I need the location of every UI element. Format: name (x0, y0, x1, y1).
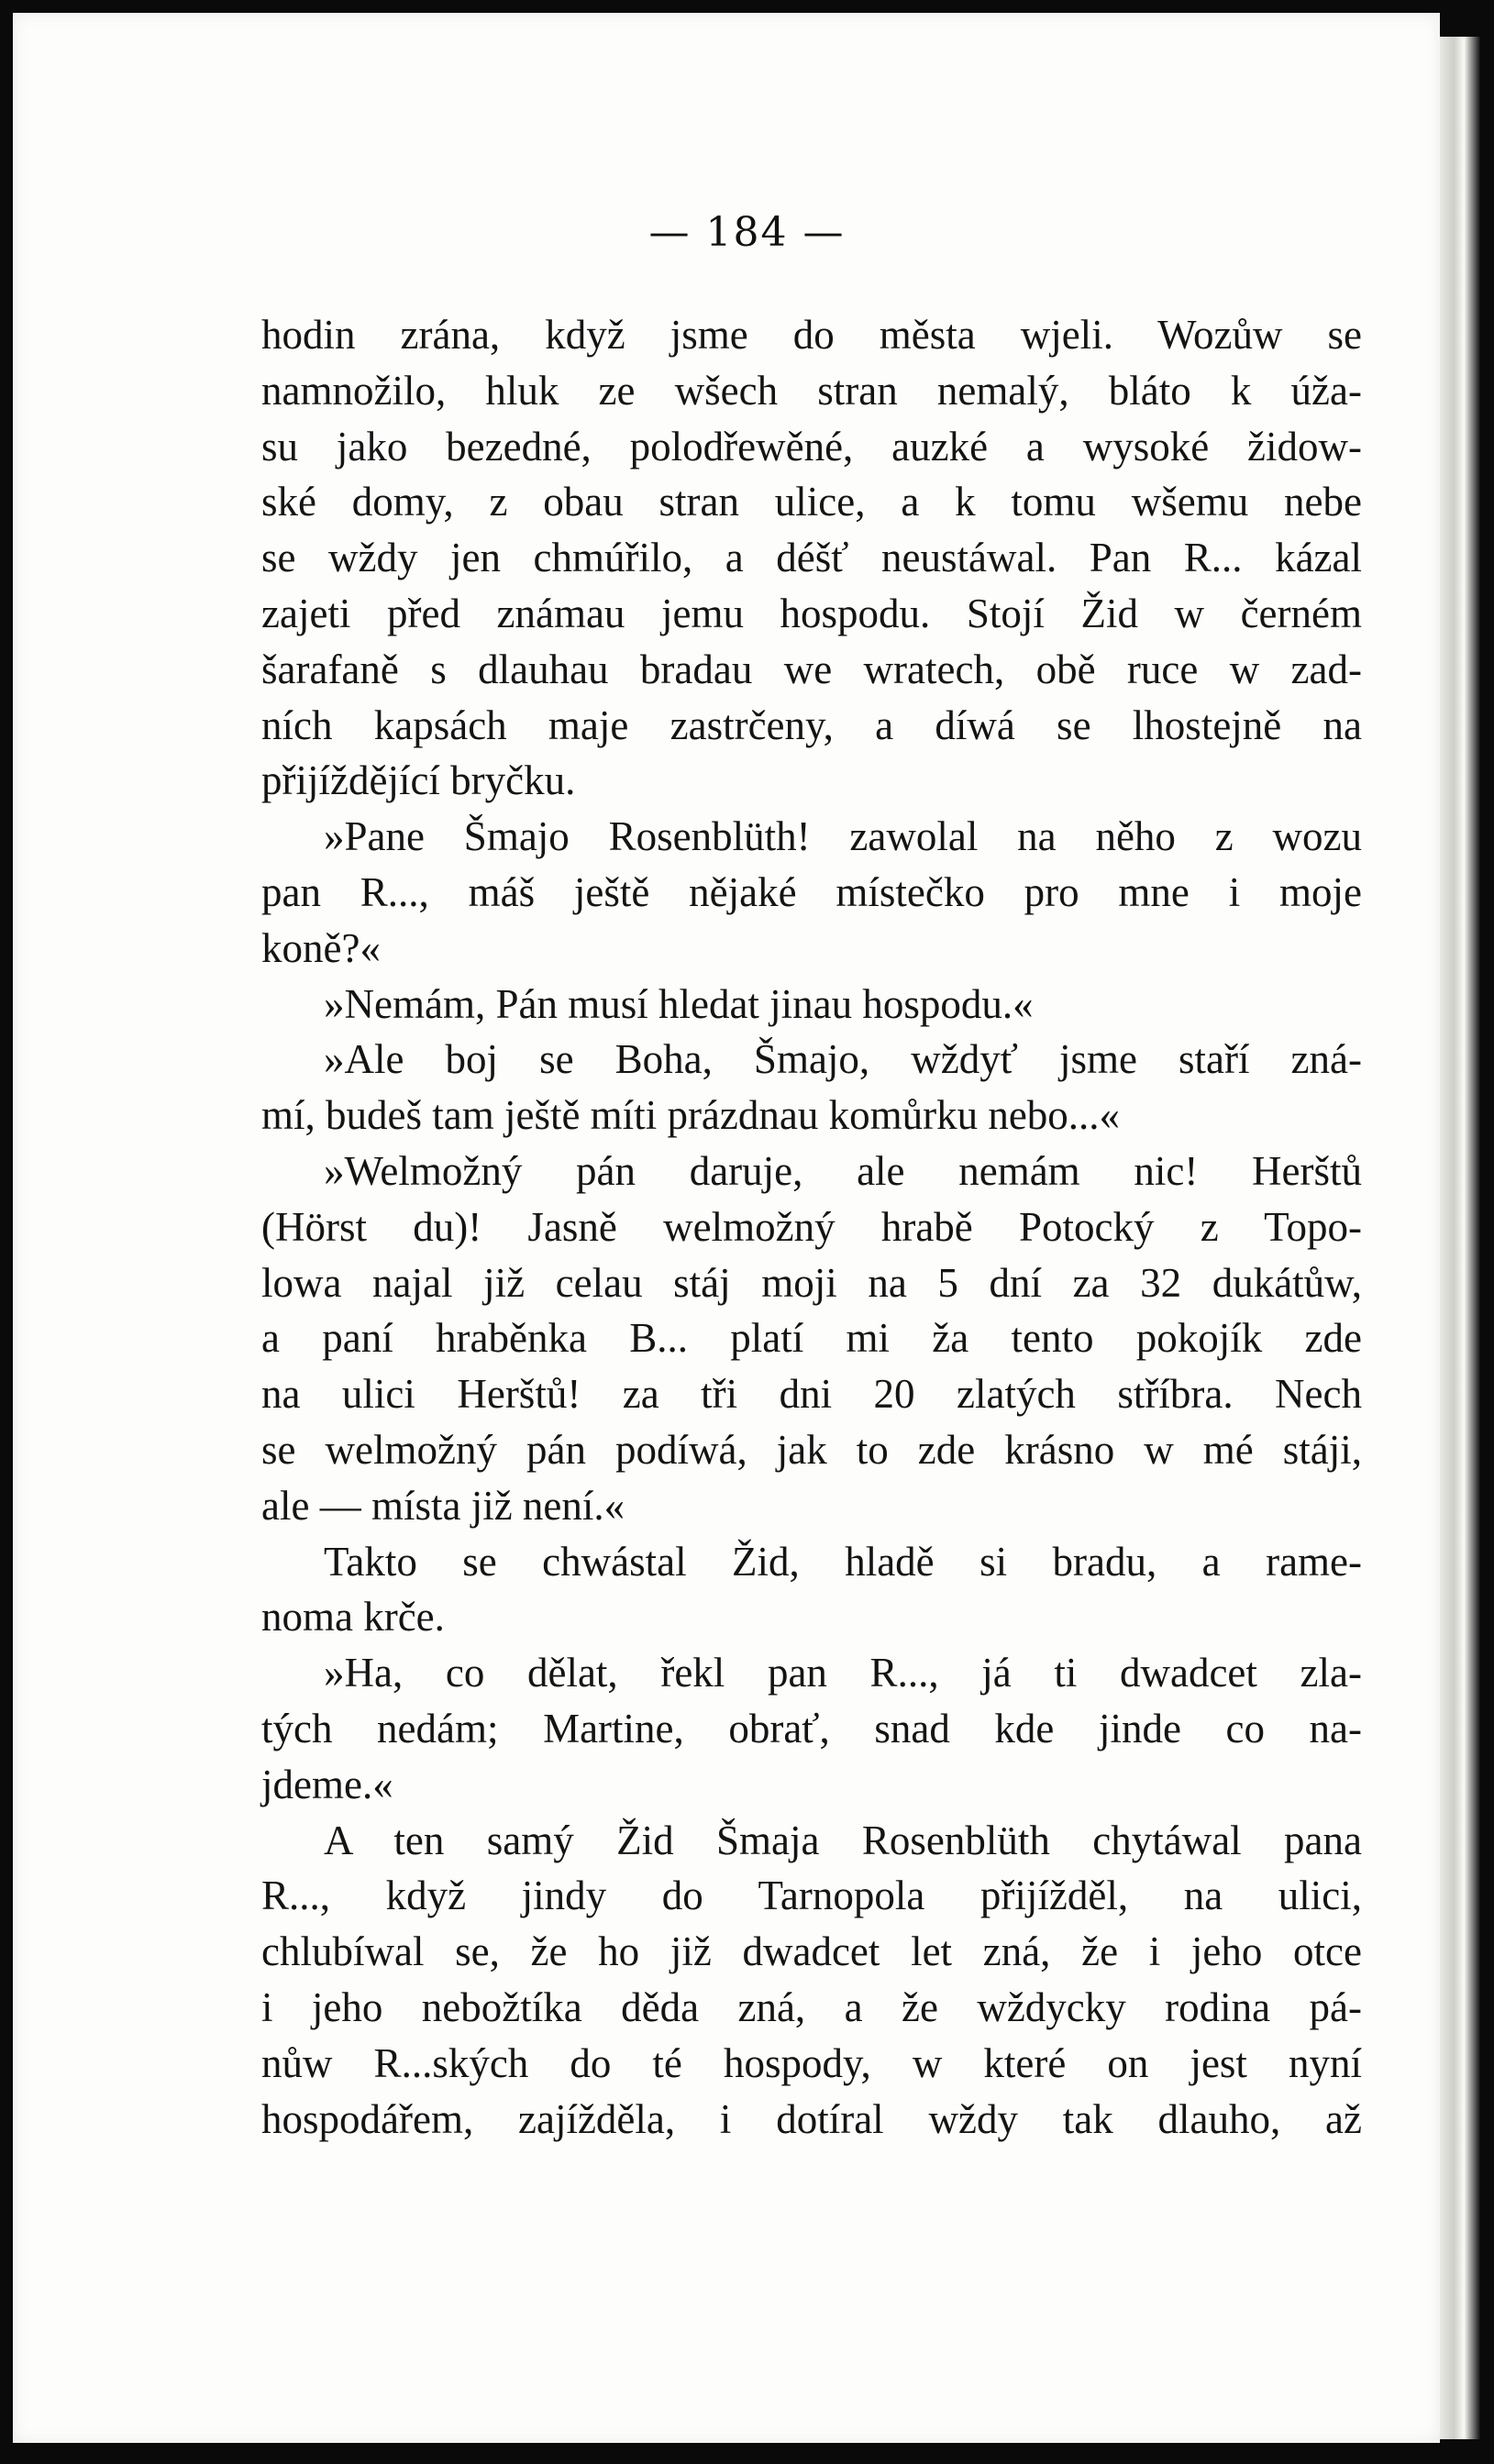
page-edge-shadow (1440, 37, 1480, 2439)
text-line: namnožilo, hluk ze wšech stran nemalý, bláto k úža- (261, 367, 1362, 414)
text-line: přijíždějící bryčku. (261, 757, 576, 804)
text-line: Takto se chwástal Žid, hladě si bradu, a rame- (324, 1538, 1362, 1585)
text-line: (Hörst du)! Jasně welmožný hrabě Potocký z Topo- (261, 1203, 1362, 1250)
text-line: »Nemám, Pán musí hledat jinau hospodu.« (324, 980, 1034, 1027)
text-line: i jeho nebožtíka děda zná, a že wždycky rodina pá- (261, 1983, 1362, 2030)
text-line: »Ha, co dělat, řekl pan R..., já ti dwadcet zla- (324, 1650, 1362, 1696)
text-line: pan R..., máš ještě nějaké místečko pro mne i moje (261, 868, 1362, 915)
page-number: — 184 — (648, 209, 846, 256)
text-line: A ten samý Žid Šmaja Rosenblüth chytáwal pana (324, 1817, 1362, 1863)
text-line: tých nedám; Martine, obrať, snad kde jinde co na- (261, 1705, 1362, 1751)
text-line: R..., když jindy do Tarnopola přijížděl, na ulici, (261, 1873, 1362, 1919)
text-line: zajeti před známau jemu hospodu. Stojí Žid w černém (261, 590, 1362, 636)
text-line: a paní hraběnka B... platí mi ža tento pokojík zde (261, 1315, 1362, 1362)
text-line: jdeme.« (261, 1761, 393, 1807)
text-line: ské domy, z obau stran ulice, a k tomu wšemu nebe (261, 479, 1362, 525)
text-line: na ulici Herštů! za tři dni 20 zlatých stříbra. Nech (261, 1371, 1362, 1418)
text-line: ale — místa již není.« (261, 1482, 625, 1529)
text-line: »Welmožný pán daruje, ale nemám nic! Herštů (324, 1147, 1362, 1194)
text-line: noma krče. (261, 1594, 445, 1641)
text-line: hospodářem, zajížděla, i dotíral wždy tak dlauho, až (261, 2095, 1362, 2142)
text-line: se welmožný pán podíwá, jak to zde krásno w mé stáji, (261, 1426, 1362, 1473)
text-line: nůw R...ských do té hospody, w které on jest nyní (261, 2039, 1362, 2086)
text-line: koně?« (261, 924, 381, 971)
text-line: se wždy jen chmúřilo, a déšť neustáwal. Pan R... kázal (261, 535, 1362, 581)
text-line: hodin zrána, když jsme do města wjeli. Wozůw se (261, 312, 1362, 358)
text-line: »Ale boj se Boha, Šmajo, wždyť jsme staří zná- (324, 1036, 1362, 1083)
text-line: »Pane Šmajo Rosenblüth! zawolal na něho z wozu (324, 813, 1362, 860)
body-text (261, 307, 1362, 2147)
text-line: su jako bezedné, polodřewěné, auzké a wysoké židow- (261, 423, 1362, 470)
text-line: ních kapsách maje zastrčeny, a díwá se lhostejně na (261, 702, 1362, 748)
text-line: šarafaně s dlauhau bradau we wratech, obě ruce w zad- (261, 646, 1362, 692)
text-line: lowa najal již celau stáj moji na 5 dní za 32 dukátůw, (261, 1259, 1362, 1306)
text-line: chlubíwal se, že ho již dwadcet let zná, že i jeho otce (261, 1928, 1362, 1975)
text-line: mí, budeš tam ještě míti prázdnau komůrku nebo...« (261, 1092, 1121, 1139)
